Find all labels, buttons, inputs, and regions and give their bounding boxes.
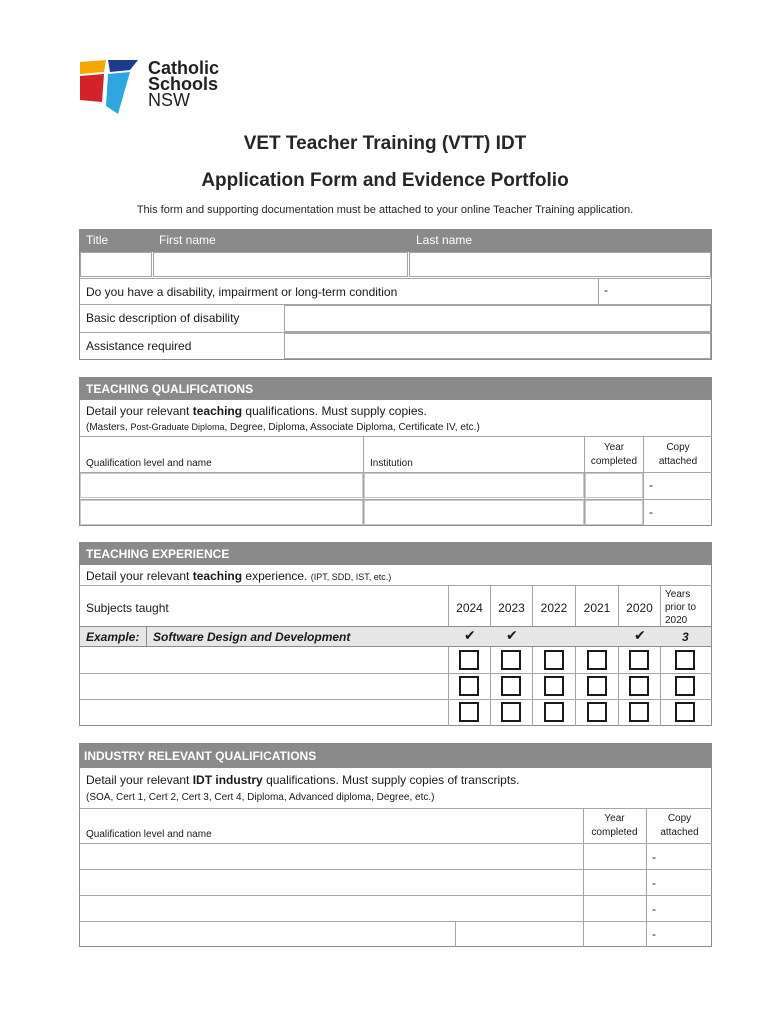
- teaching-experience-detail: Detail your relevant teaching experience. (IPT, SDD, IST, etc.): [86, 569, 392, 583]
- teaching-qual-row-2-institution[interactable]: [364, 500, 584, 525]
- teaching-experience-heading: TEACHING EXPERIENCE: [86, 547, 230, 561]
- form-subtitle: Application Form and Evidence Portfolio: [201, 170, 569, 191]
- teaching-qual-row-1-year[interactable]: [585, 473, 643, 498]
- industry-row-4-year[interactable]: [584, 922, 646, 946]
- disability-description-input[interactable]: [284, 305, 711, 332]
- assistance-required-input[interactable]: [284, 333, 711, 359]
- teaching-qual-row-1-copy[interactable]: -: [649, 478, 653, 492]
- experience-row-2-2020-checkbox[interactable]: [629, 676, 649, 696]
- experience-row-3-2022-checkbox[interactable]: [544, 702, 564, 722]
- example-label: Example:: [86, 630, 140, 644]
- teaching-qual-row-1-institution[interactable]: [364, 473, 584, 498]
- col-institution-label: Institution: [370, 458, 413, 469]
- experience-row-3-2021-checkbox[interactable]: [587, 702, 607, 722]
- logo-mark-icon: [78, 58, 140, 118]
- example-2020-check-icon: ✔: [634, 627, 646, 643]
- logo-line-1: Catholic: [148, 58, 220, 78]
- experience-row-2-2023-checkbox[interactable]: [501, 676, 521, 696]
- industry-col-qualification-label: Qualification level and name: [86, 829, 212, 840]
- intro-text: This form and supporting documentation must be attached to your online Teacher Training application.: [136, 204, 634, 216]
- industry-col-copy-label: Copy attached: [660, 813, 699, 838]
- col-copy-label: Copy attached: [658, 442, 698, 467]
- personal-header-bar: [79, 229, 712, 251]
- example-prior-years: 3: [682, 630, 689, 644]
- teaching-qualifications-examples: (Masters, Post-Graduate Diploma, Degree, Diploma, Associate Diploma, Certificate IV, etc.): [86, 422, 480, 433]
- disability-description-label: Basic description of disability: [86, 311, 240, 325]
- experience-row-3-subject[interactable]: [80, 700, 448, 725]
- year-2022-label: 2022: [540, 601, 568, 615]
- catholic-schools-nsw-logo: [78, 58, 228, 118]
- disability-question: Do you have a disability, impairment or long-term condition: [86, 285, 398, 299]
- experience-row-3-2024-checkbox[interactable]: [459, 702, 479, 722]
- teaching-qualifications-header: [79, 377, 712, 399]
- industry-row-3-copy[interactable]: -: [652, 902, 656, 916]
- teaching-qual-row-2-copy[interactable]: -: [649, 505, 653, 519]
- title-label: Title: [86, 233, 109, 247]
- years-prior-label: Years prior to 2020: [665, 589, 697, 626]
- industry-qualifications-heading: INDUSTRY RELEVANT QUALIFICATIONS: [84, 749, 317, 763]
- industry-qualifications-detail: Detail your relevant IDT industry qualifications. Must supply copies of transcripts.: [86, 773, 520, 787]
- teaching-experience-header: [79, 542, 712, 564]
- subjects-taught-label: Subjects taught: [86, 601, 169, 615]
- col-year-label: Year completed: [590, 442, 638, 467]
- col-qualification-label: Qualification level and name: [86, 458, 212, 469]
- example-subject: Software Design and Development: [153, 630, 351, 644]
- assistance-required-label: Assistance required: [86, 339, 192, 353]
- teaching-qual-row-2-year[interactable]: [585, 500, 643, 525]
- experience-row-3-prior-box[interactable]: [675, 702, 695, 722]
- industry-qualifications-examples: (SOA, Cert 1, Cert 2, Cert 3, Cert 4, Diploma, Advanced diploma, Degree, etc.): [86, 792, 435, 803]
- industry-row-3-name[interactable]: [80, 896, 583, 921]
- title-input[interactable]: [80, 252, 152, 277]
- form-title: VET Teacher Training (VTT) IDT: [243, 133, 527, 154]
- year-2024-label: 2024: [456, 601, 483, 615]
- industry-row-2-year[interactable]: [584, 870, 646, 895]
- last-name-input[interactable]: [409, 252, 711, 277]
- experience-row-2-2021-checkbox[interactable]: [587, 676, 607, 696]
- logo-wordmark: [148, 60, 219, 108]
- teaching-qual-row-2-name[interactable]: [80, 500, 363, 525]
- experience-row-1-2023-checkbox[interactable]: [501, 650, 521, 670]
- experience-row-1-prior-box[interactable]: [675, 650, 695, 670]
- teaching-qualifications-heading: TEACHING QUALIFICATIONS: [86, 382, 254, 396]
- experience-row-2-subject[interactable]: [80, 674, 448, 699]
- teaching-qual-row-1-name[interactable]: [80, 473, 363, 498]
- experience-row-1-2024-checkbox[interactable]: [459, 650, 479, 670]
- experience-row-2-2022-checkbox[interactable]: [544, 676, 564, 696]
- industry-row-2-copy[interactable]: -: [652, 876, 656, 890]
- industry-row-4-name[interactable]: [80, 922, 455, 946]
- year-2021-label: 2021: [583, 601, 611, 615]
- experience-row-1-subject[interactable]: [80, 647, 448, 673]
- experience-row-2-2024-checkbox[interactable]: [459, 676, 479, 696]
- experience-row-3-2023-checkbox[interactable]: [501, 702, 521, 722]
- industry-row-4-copy[interactable]: -: [652, 927, 656, 941]
- first-name-input[interactable]: [153, 252, 408, 277]
- experience-row-3-2020-checkbox[interactable]: [629, 702, 649, 722]
- teaching-qualifications-detail: Detail your relevant teaching qualifications. Must supply copies.: [86, 404, 427, 418]
- year-2023-label: 2023: [498, 601, 525, 615]
- experience-row-1-2022-checkbox[interactable]: [544, 650, 564, 670]
- industry-row-2-name[interactable]: [80, 870, 583, 895]
- experience-row-1-2020-checkbox[interactable]: [629, 650, 649, 670]
- industry-col-year-label: Year completed: [591, 813, 638, 838]
- industry-row-1-copy[interactable]: -: [652, 850, 656, 864]
- industry-row-3-year[interactable]: [584, 896, 646, 921]
- logo-line-2: Schools: [148, 74, 219, 94]
- experience-row-1-2021-checkbox[interactable]: [587, 650, 607, 670]
- industry-row-1-year[interactable]: [584, 844, 646, 869]
- example-2023-check-icon: ✔: [506, 627, 518, 643]
- disability-answer-select[interactable]: -: [604, 283, 608, 297]
- year-2020-label: 2020: [626, 601, 653, 615]
- example-2024-check-icon: ✔: [464, 627, 476, 643]
- industry-row-4-extra[interactable]: [456, 922, 583, 946]
- experience-row-2-prior-box[interactable]: [675, 676, 695, 696]
- logo-line-3: NSW: [148, 90, 190, 110]
- last-name-label: Last name: [416, 233, 473, 247]
- industry-qualifications-header: [79, 743, 712, 767]
- industry-row-1-name[interactable]: [80, 844, 583, 869]
- first-name-label: First name: [159, 233, 216, 247]
